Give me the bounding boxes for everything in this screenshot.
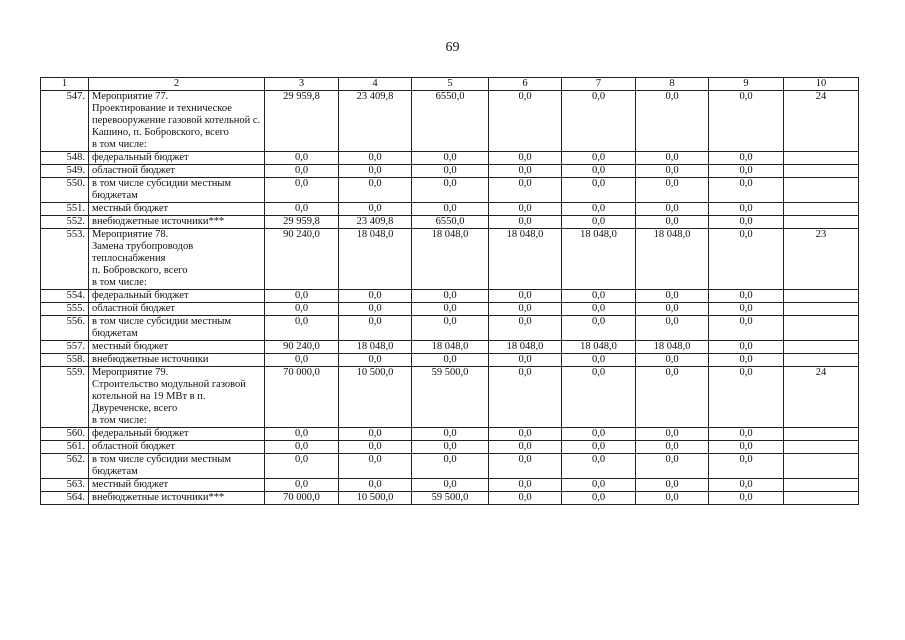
- value-cell: 18 048,0: [489, 341, 562, 354]
- value-cell: 0,0: [636, 316, 709, 341]
- row-number-cell: 556.: [41, 316, 89, 341]
- row-number-cell: 547.: [41, 91, 89, 152]
- term-cell: [784, 178, 859, 203]
- term-cell: [784, 441, 859, 454]
- term-cell: [784, 428, 859, 441]
- value-cell: 0,0: [709, 216, 784, 229]
- table-body: [41, 78, 859, 505]
- value-cell: 18 048,0: [339, 341, 412, 354]
- value-cell: 90 240,0: [265, 341, 339, 354]
- value-cell: 29 959,8: [265, 91, 339, 152]
- value-cell: 23 409,8: [339, 216, 412, 229]
- description-cell: федеральный бюджет: [89, 290, 265, 303]
- value-cell: 0,0: [489, 479, 562, 492]
- value-cell: 0,0: [709, 367, 784, 428]
- value-cell: 0,0: [636, 492, 709, 505]
- table-row: [41, 441, 859, 454]
- value-cell: 0,0: [339, 178, 412, 203]
- value-cell: 0,0: [709, 91, 784, 152]
- value-cell: 70 000,0: [265, 367, 339, 428]
- value-cell: 0,0: [265, 178, 339, 203]
- value-cell: 0,0: [636, 91, 709, 152]
- table-row: [41, 178, 859, 203]
- value-cell: 0,0: [265, 441, 339, 454]
- row-number-cell: 552.: [41, 216, 89, 229]
- value-cell: 0,0: [709, 428, 784, 441]
- value-cell: 0,0: [412, 441, 489, 454]
- value-cell: 29 959,8: [265, 216, 339, 229]
- value-cell: 0,0: [489, 367, 562, 428]
- value-cell: 0,0: [636, 354, 709, 367]
- description-cell: местный бюджет: [89, 203, 265, 216]
- value-cell: 0,0: [339, 479, 412, 492]
- value-cell: 0,0: [709, 341, 784, 354]
- value-cell: 0,0: [339, 152, 412, 165]
- description-cell: местный бюджет: [89, 479, 265, 492]
- term-cell: [784, 354, 859, 367]
- row-number-cell: 564.: [41, 492, 89, 505]
- term-cell: [784, 479, 859, 492]
- value-cell: 0,0: [265, 203, 339, 216]
- term-cell: [784, 492, 859, 505]
- table-row: [41, 165, 859, 178]
- page-number: 69: [445, 40, 460, 55]
- value-cell: 18 048,0: [339, 229, 412, 290]
- description-cell: федеральный бюджет: [89, 428, 265, 441]
- table-row: [41, 479, 859, 492]
- table-row: [41, 203, 859, 216]
- term-cell: [784, 290, 859, 303]
- value-cell: 0,0: [709, 479, 784, 492]
- value-cell: 0,0: [412, 165, 489, 178]
- value-cell: 6550,0: [412, 91, 489, 152]
- value-cell: 0,0: [489, 428, 562, 441]
- value-cell: 0,0: [339, 303, 412, 316]
- value-cell: 0,0: [709, 316, 784, 341]
- value-cell: 0,0: [562, 165, 636, 178]
- value-cell: 0,0: [562, 178, 636, 203]
- value-cell: 18 048,0: [489, 229, 562, 290]
- row-number-cell: 549.: [41, 165, 89, 178]
- value-cell: 0,0: [636, 479, 709, 492]
- term-cell: [784, 316, 859, 341]
- value-cell: 0,0: [265, 454, 339, 479]
- value-cell: 0,0: [636, 178, 709, 203]
- term-cell: [784, 152, 859, 165]
- table-row: [41, 303, 859, 316]
- table-row: [41, 229, 859, 290]
- row-number-cell: 555.: [41, 303, 89, 316]
- value-cell: 0,0: [412, 290, 489, 303]
- value-cell: 0,0: [412, 428, 489, 441]
- term-cell: [784, 454, 859, 479]
- value-cell: 0,0: [636, 216, 709, 229]
- value-cell: 59 500,0: [412, 367, 489, 428]
- value-cell: 10 500,0: [339, 367, 412, 428]
- value-cell: 90 240,0: [265, 229, 339, 290]
- table-row: [41, 454, 859, 479]
- term-cell: [784, 303, 859, 316]
- description-cell: областной бюджет: [89, 441, 265, 454]
- value-cell: 0,0: [412, 354, 489, 367]
- value-cell: 0,0: [636, 454, 709, 479]
- value-cell: 0,0: [412, 316, 489, 341]
- value-cell: 0,0: [412, 454, 489, 479]
- table-row: [41, 91, 859, 152]
- row-number-cell: 548.: [41, 152, 89, 165]
- value-cell: 0,0: [489, 165, 562, 178]
- value-cell: 0,0: [709, 203, 784, 216]
- description-cell: Мероприятие 78. Замена трубопроводов теплоснабжения п. Бобровского, всего в том числе:: [89, 229, 265, 290]
- value-cell: 0,0: [562, 152, 636, 165]
- value-cell: 0,0: [636, 203, 709, 216]
- table-row: [41, 216, 859, 229]
- column-number: 4: [339, 78, 412, 91]
- value-cell: 0,0: [489, 216, 562, 229]
- description-cell: Мероприятие 79. Строительство модульной газовой котельной на 19 МВт в п. Двуреченске, всего в том числе:: [89, 367, 265, 428]
- value-cell: 18 048,0: [636, 341, 709, 354]
- column-number: 8: [636, 78, 709, 91]
- value-cell: 0,0: [709, 454, 784, 479]
- table-row: [41, 428, 859, 441]
- value-cell: 0,0: [636, 441, 709, 454]
- value-cell: 0,0: [636, 152, 709, 165]
- row-number-cell: 561.: [41, 441, 89, 454]
- value-cell: 0,0: [709, 354, 784, 367]
- value-cell: 0,0: [636, 367, 709, 428]
- value-cell: 0,0: [339, 454, 412, 479]
- value-cell: 0,0: [636, 428, 709, 441]
- value-cell: 0,0: [562, 441, 636, 454]
- description-cell: федеральный бюджет: [89, 152, 265, 165]
- value-cell: 0,0: [265, 152, 339, 165]
- value-cell: 0,0: [265, 428, 339, 441]
- table-row: [41, 290, 859, 303]
- table-row: [41, 354, 859, 367]
- column-number: 1: [41, 78, 89, 91]
- value-cell: 0,0: [339, 354, 412, 367]
- value-cell: 0,0: [562, 303, 636, 316]
- value-cell: 0,0: [636, 303, 709, 316]
- value-cell: 0,0: [562, 203, 636, 216]
- value-cell: 0,0: [339, 441, 412, 454]
- value-cell: 0,0: [489, 178, 562, 203]
- value-cell: 0,0: [709, 229, 784, 290]
- row-number-cell: 559.: [41, 367, 89, 428]
- term-cell: [784, 203, 859, 216]
- value-cell: 0,0: [709, 492, 784, 505]
- value-cell: 59 500,0: [412, 492, 489, 505]
- budget-table: [40, 77, 859, 505]
- term-cell: 24: [784, 91, 859, 152]
- value-cell: 0,0: [562, 316, 636, 341]
- value-cell: 0,0: [562, 454, 636, 479]
- table-row: [41, 341, 859, 354]
- value-cell: 0,0: [489, 290, 562, 303]
- value-cell: 0,0: [636, 165, 709, 178]
- value-cell: 0,0: [265, 479, 339, 492]
- value-cell: 0,0: [709, 178, 784, 203]
- value-cell: 0,0: [489, 441, 562, 454]
- row-number-cell: 550.: [41, 178, 89, 203]
- value-cell: 0,0: [562, 216, 636, 229]
- value-cell: 0,0: [489, 152, 562, 165]
- value-cell: 0,0: [489, 316, 562, 341]
- table-row: [41, 316, 859, 341]
- term-cell: 24: [784, 367, 859, 428]
- value-cell: 0,0: [709, 165, 784, 178]
- value-cell: 18 048,0: [562, 229, 636, 290]
- value-cell: 0,0: [339, 316, 412, 341]
- value-cell: 18 048,0: [562, 341, 636, 354]
- description-cell: местный бюджет: [89, 341, 265, 354]
- table-row: [41, 152, 859, 165]
- term-cell: 23: [784, 229, 859, 290]
- value-cell: 0,0: [339, 290, 412, 303]
- value-cell: 0,0: [489, 303, 562, 316]
- value-cell: 0,0: [562, 91, 636, 152]
- description-cell: Мероприятие 77. Проектирование и техническое перевооружение газовой котельной с. Кашино, п. Бобровского, всего в том числе:: [89, 91, 265, 152]
- row-number-cell: 563.: [41, 479, 89, 492]
- term-cell: [784, 341, 859, 354]
- description-cell: внебюджетные источники***: [89, 492, 265, 505]
- value-cell: 0,0: [709, 441, 784, 454]
- value-cell: 0,0: [265, 165, 339, 178]
- table-row: [41, 492, 859, 505]
- value-cell: 0,0: [489, 91, 562, 152]
- value-cell: 18 048,0: [636, 229, 709, 290]
- row-number-cell: 558.: [41, 354, 89, 367]
- table-row: [41, 367, 859, 428]
- value-cell: 70 000,0: [265, 492, 339, 505]
- value-cell: 0,0: [489, 454, 562, 479]
- value-cell: 0,0: [489, 492, 562, 505]
- description-cell: в том числе субсидии местным бюджетам: [89, 316, 265, 341]
- description-cell: внебюджетные источники: [89, 354, 265, 367]
- value-cell: 0,0: [562, 492, 636, 505]
- value-cell: 0,0: [412, 203, 489, 216]
- column-number: 5: [412, 78, 489, 91]
- value-cell: 0,0: [265, 290, 339, 303]
- value-cell: 0,0: [636, 290, 709, 303]
- term-cell: [784, 165, 859, 178]
- row-number-cell: 562.: [41, 454, 89, 479]
- description-cell: в том числе субсидии местным бюджетам: [89, 454, 265, 479]
- column-number: 6: [489, 78, 562, 91]
- value-cell: 0,0: [412, 152, 489, 165]
- term-cell: [784, 216, 859, 229]
- row-number-cell: 554.: [41, 290, 89, 303]
- value-cell: 0,0: [412, 303, 489, 316]
- description-cell: внебюджетные источники***: [89, 216, 265, 229]
- value-cell: 23 409,8: [339, 91, 412, 152]
- column-number: 2: [89, 78, 265, 91]
- description-cell: областной бюджет: [89, 303, 265, 316]
- value-cell: 0,0: [562, 428, 636, 441]
- value-cell: 0,0: [709, 152, 784, 165]
- value-cell: 0,0: [265, 316, 339, 341]
- value-cell: 0,0: [265, 354, 339, 367]
- value-cell: 0,0: [339, 203, 412, 216]
- row-number-cell: 557.: [41, 341, 89, 354]
- value-cell: 0,0: [709, 290, 784, 303]
- column-number: 9: [709, 78, 784, 91]
- value-cell: 18 048,0: [412, 229, 489, 290]
- column-number: 7: [562, 78, 636, 91]
- value-cell: 18 048,0: [412, 341, 489, 354]
- value-cell: 0,0: [489, 354, 562, 367]
- value-cell: 0,0: [412, 479, 489, 492]
- value-cell: 0,0: [562, 354, 636, 367]
- value-cell: 0,0: [709, 303, 784, 316]
- description-cell: в том числе субсидии местным бюджетам: [89, 178, 265, 203]
- row-number-cell: 553.: [41, 229, 89, 290]
- value-cell: 0,0: [412, 178, 489, 203]
- column-number: 3: [265, 78, 339, 91]
- value-cell: 0,0: [562, 367, 636, 428]
- value-cell: 10 500,0: [339, 492, 412, 505]
- value-cell: 0,0: [489, 203, 562, 216]
- description-cell: областной бюджет: [89, 165, 265, 178]
- value-cell: 0,0: [339, 165, 412, 178]
- value-cell: 0,0: [562, 290, 636, 303]
- column-number: 10: [784, 78, 859, 91]
- value-cell: 6550,0: [412, 216, 489, 229]
- value-cell: 0,0: [562, 479, 636, 492]
- value-cell: 0,0: [265, 303, 339, 316]
- value-cell: 0,0: [339, 428, 412, 441]
- column-number-row: [41, 78, 859, 91]
- row-number-cell: 551.: [41, 203, 89, 216]
- row-number-cell: 560.: [41, 428, 89, 441]
